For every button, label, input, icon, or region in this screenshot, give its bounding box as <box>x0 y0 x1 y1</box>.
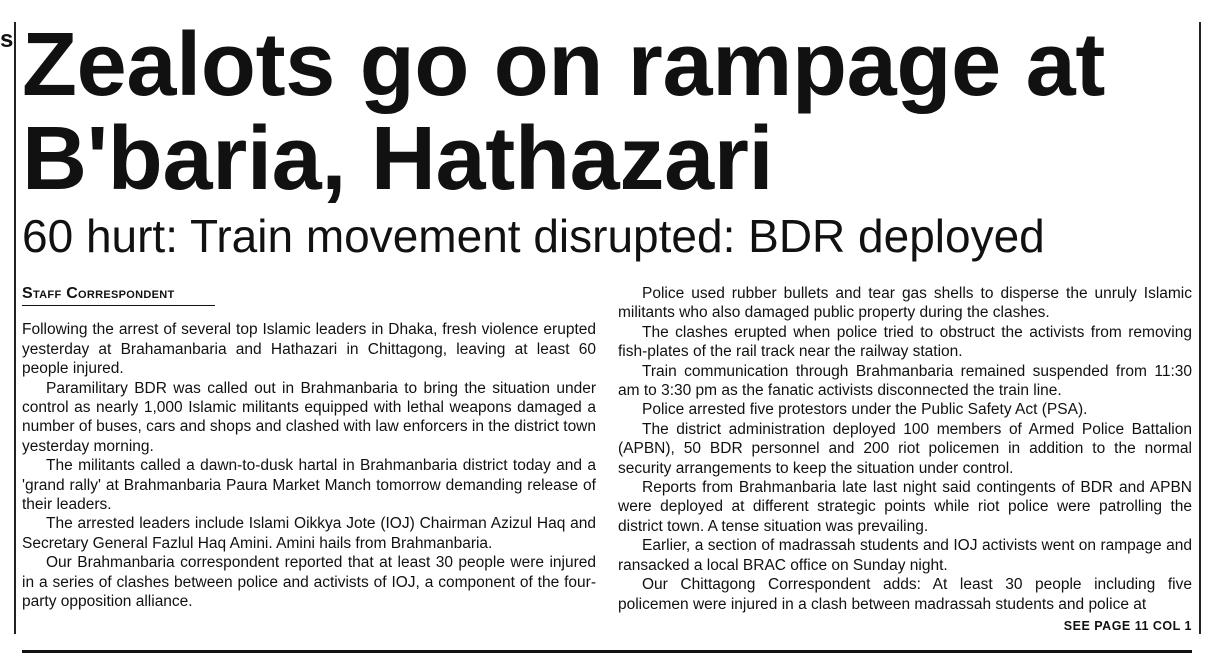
left-column-rule <box>14 22 16 634</box>
paragraph: Following the arrest of several top Islamic leaders in Dhaka, fresh violence erupted yesterday at Brahamanbaria and Hathazari in Chittagong, leaving at least 60 people injured. <box>22 321 596 378</box>
subheadline: 60 hurt: Train movement disrupted: BDR deployed <box>22 210 1045 262</box>
paragraph: The militants called a dawn-to-dusk hartal in Brahmanbaria district today and a 'grand rally' at Brahmanbaria Paura Market Manch tomorrow demanding release of their leaders. <box>22 457 596 514</box>
paragraph: The clashes erupted when police tried to obstruct the activists from removing fish-plates of the rail track near the railway station. <box>618 323 1192 361</box>
bottom-rule <box>22 650 1192 653</box>
headline: Zealots go on rampage at B'baria, Hathazari <box>22 15 1105 209</box>
article-column-left <box>22 284 596 612</box>
paragraph: The district administration deployed 100 members of Armed Police Battalion (APBN), 50 BDR personnel and 200 riot policemen in addition to the normal security arrangements to keep the situation under control. <box>618 420 1192 477</box>
paragraph: Our Chittagong Correspondent adds: At least 30 people including five policemen were injured in a clash between madrassah students and police at <box>618 576 1192 613</box>
paragraph: Train communication through Brahmanbaria remained suspended from 11:30 am to 3:30 pm as the fanatic activists disconnected the train line. <box>618 362 1192 400</box>
adjacent-article-fragment: s <box>0 26 14 53</box>
paragraph: Earlier, a section of madrassah students and IOJ activists went on rampage and ransacked a local BRAC office on Sunday night. <box>618 537 1192 574</box>
paragraph: Paramilitary BDR was called out in Brahmanbaria to bring the situation under control as nearly 1,000 Islamic militants equipped with lethal weapons damaged a number of buses, cars and shops and clashed with law enforcers in the district town yesterday morning. <box>22 379 596 455</box>
paragraph: Reports from Brahmanbaria late last night said contingents of BDR and APBN were deployed at different strategic points while riot police were patrolling the district town. A tense situation was prevailing. <box>618 479 1192 535</box>
paragraph: Police used rubber bullets and tear gas shells to disperse the unruly Islamic militants who also damaged public property during the clashes. <box>618 285 1192 322</box>
paragraph: The arrested leaders include Islami Oikkya Jote (IOJ) Chairman Azizul Haq and Secretary General Fazlul Haq Amini. Amini hails from Brahmanbaria. <box>22 515 596 552</box>
paragraph: Our Brahmanbaria correspondent reported that at least 30 people were injured in a series of clashes between police and activists of IOJ, a component of the four-party opposition alliance. <box>22 554 596 611</box>
continuation-jump-line: SEE PAGE 11 COL 1 <box>1063 618 1192 633</box>
paragraph: Police arrested five protestors under the Public Safety Act (PSA). <box>642 401 1088 419</box>
byline: Staff Correspondent <box>22 284 215 306</box>
article-column-right <box>618 284 1192 636</box>
right-column-rule <box>1199 22 1201 634</box>
